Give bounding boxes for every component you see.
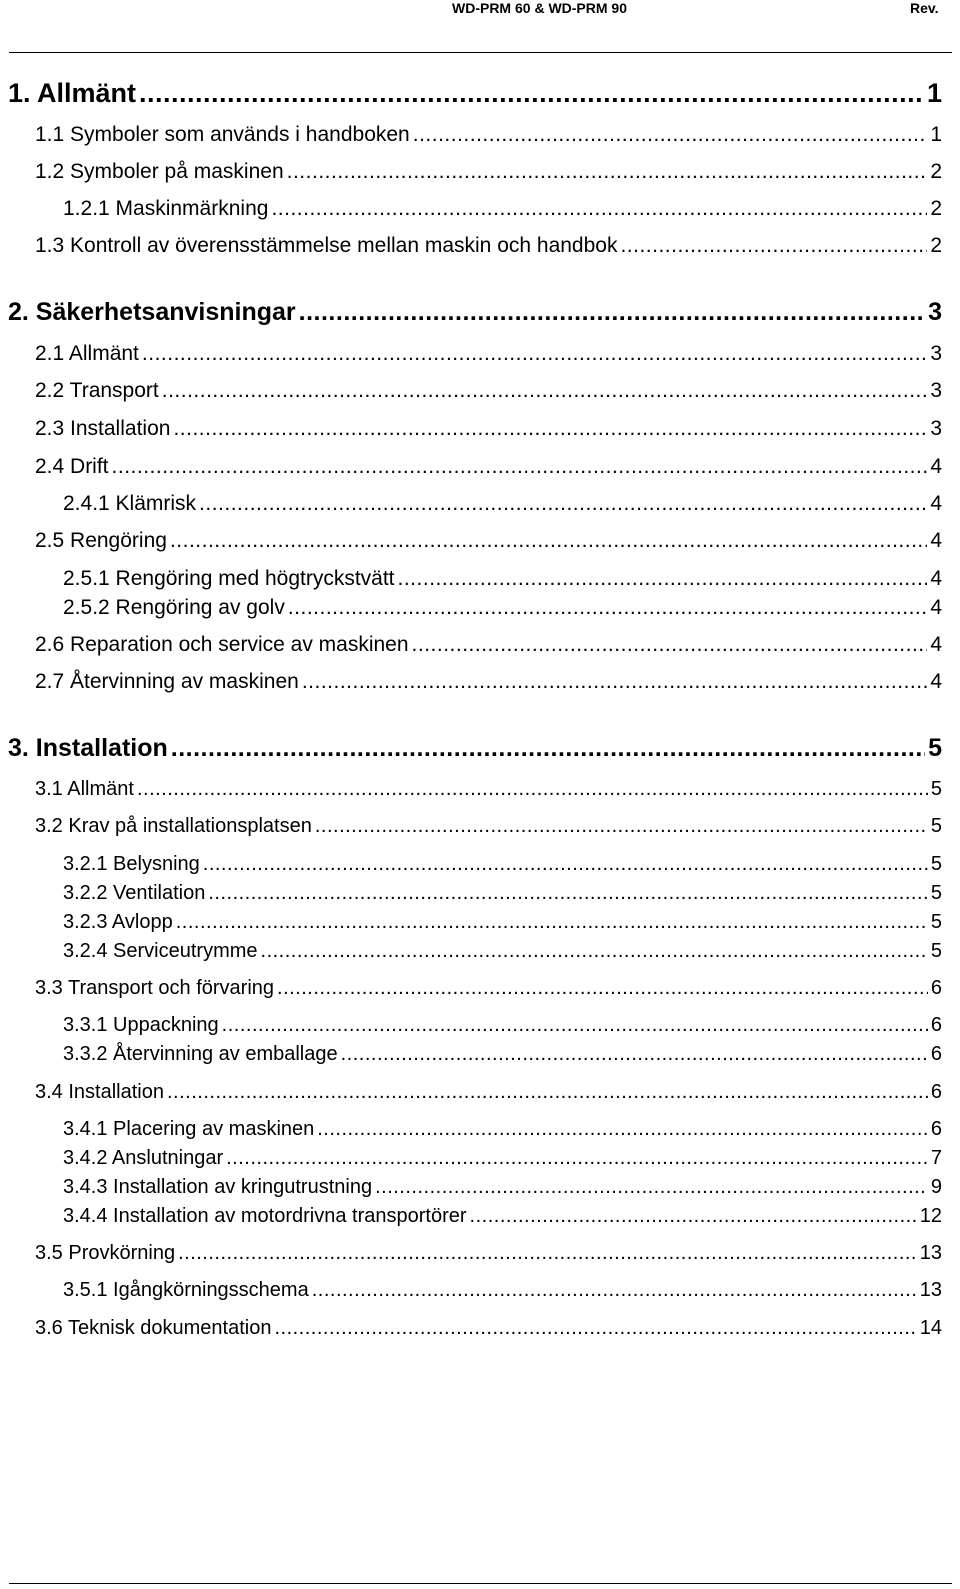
toc-entry-title: 3.3 Transport och förvaring [35,977,275,999]
toc-entry-title: 3.4 Installation [35,1081,164,1103]
toc-entry-title: 3.5 Provkörning [35,1242,176,1264]
toc-entry-title: 3.4.4 Installation av motordrivna transportörer [63,1205,467,1227]
toc-entry-page: 12 [919,1205,942,1227]
toc-entry-page: 9 [930,1176,942,1198]
toc-entry-3-2[interactable] [35,815,942,838]
toc-leader [271,197,927,221]
toc-entry-page: 5 [930,911,942,933]
toc-entry-page: 7 [930,1147,942,1169]
toc-entry-title: 3.4.1 Placering av maskinen [63,1118,315,1140]
toc-leader [299,298,925,327]
toc-entry-title: 1.2.1 Maskinmärkning [63,197,269,220]
toc-entry-page: 5 [930,940,942,962]
toc-leader [137,778,928,801]
toc-entry-title: 3.3.2 Återvinning av emballage [63,1043,338,1065]
toc-leader [226,1147,928,1170]
toc-leader [317,1118,928,1141]
toc-entry-page: 4 [930,596,942,619]
toc-entry-page: 3 [928,298,942,326]
toc-entry-3-2-2[interactable] [63,882,942,905]
toc-leader [139,78,924,109]
toc-leader [315,815,928,838]
toc-entry-title: 1. Allmänt [8,78,137,108]
toc-entry-3-4-4[interactable] [63,1205,942,1228]
toc-leader [203,853,928,876]
toc-leader [620,234,927,258]
document-title: WD-PRM 60 & WD-PRM 90 [452,0,628,16]
toc-entry-3-6[interactable] [35,1317,942,1340]
toc-entry-page: 4 [930,567,942,590]
toc-entry-page: 14 [919,1317,942,1339]
toc-entry-3[interactable] [8,734,942,763]
toc-entry-2-2[interactable] [35,379,942,403]
toc-entry-page: 4 [930,455,942,478]
toc-entry-page: 5 [930,882,942,904]
toc-entry-3-3-2[interactable] [63,1043,942,1066]
toc-entry-title: 2.5 Rengöring [35,529,167,552]
toc-entry-title: 2.7 Återvinning av maskinen [35,670,299,693]
toc-entry-1[interactable] [8,78,942,109]
toc-entry-3-2-4[interactable] [63,940,942,963]
toc-entry-title: 3.2.4 Serviceutrymme [63,940,258,962]
toc-entry-3-4-1[interactable] [63,1118,942,1141]
toc-entry-2-1[interactable] [35,342,942,366]
toc-entry-page: 1 [930,123,942,146]
toc-entry-title: 3.2.2 Ventilation [63,882,206,904]
toc-entry-2-6[interactable] [35,633,942,657]
toc-entry-page: 1 [926,78,942,108]
toc-entry-page: 6 [930,1081,942,1103]
toc-entry-title: 2.2 Transport [35,379,159,402]
toc-entry-title: 3. Installation [8,734,168,762]
toc-entry-2-3[interactable] [35,417,942,441]
toc-entry-2-5-1[interactable] [63,567,942,591]
toc-entry-title: 1.1 Symboler som används i handboken [35,123,410,146]
toc-entry-page: 4 [930,529,942,552]
toc-entry-page: 3 [930,342,942,365]
toc-leader [170,529,927,553]
toc-entry-title: 2.4 Drift [35,455,109,478]
toc-entry-title: 3.1 Allmänt [35,778,134,800]
toc-entry-title: 3.3.1 Uppackning [63,1014,219,1036]
toc-leader [341,1043,928,1066]
toc-leader [173,417,927,441]
toc-leader [470,1205,917,1228]
toc-entry-3-5[interactable] [35,1242,942,1265]
toc-leader [274,1317,916,1340]
toc-leader [398,567,928,591]
toc-entry-title: 3.4.2 Anslutningar [63,1147,224,1169]
toc-entry-1-2-1[interactable] [63,197,942,221]
toc-entry-page: 6 [930,1014,942,1036]
toc-entry-page: 6 [930,1118,942,1140]
toc-entry-page: 2 [930,160,942,183]
toc-entry-1-3[interactable] [35,234,942,258]
toc-entry-2-4[interactable] [35,455,942,479]
toc-leader [112,455,928,479]
toc-leader [162,379,928,403]
toc-leader [288,596,928,620]
toc-entry-page: 3 [930,379,942,402]
toc-leader [142,342,927,366]
toc-entry-title: 2.1 Allmänt [35,342,139,365]
toc-entry-title: 2.4.1 Klämrisk [63,492,197,515]
toc-entry-page: 5 [930,853,942,875]
toc-entry-page: 2 [930,234,942,257]
footer-divider [9,1583,952,1584]
toc-entry-3-4-3[interactable] [63,1176,942,1199]
toc-entry-title: 3.6 Teknisk dokumentation [35,1317,272,1339]
toc-entry-title: 3.5.1 Igångkörningsschema [63,1279,309,1301]
toc-entry-2-4-1[interactable] [63,492,942,516]
toc-leader [171,734,925,763]
toc-leader [375,1176,928,1199]
toc-entry-title: 1.3 Kontroll av överensstämmelse mellan maskin och handbok [35,234,618,257]
toc-entry-page: 5 [930,815,942,837]
toc-entry-title: 2.3 Installation [35,417,171,440]
toc-entry-1-1[interactable] [35,123,942,147]
toc-entry-page: 6 [930,1043,942,1065]
toc-entry-2[interactable] [8,298,942,327]
toc-entry-title: 3.2 Krav på installationsplatsen [35,815,312,837]
toc-entry-page: 4 [930,633,942,656]
toc-leader [287,160,928,184]
toc-leader [208,882,928,905]
toc-entry-title: 2.5.1 Rengöring med högtryckstvätt [63,567,395,590]
toc-entry-2-7[interactable] [35,670,942,694]
toc-entry-3-3[interactable] [35,977,942,1000]
toc-entry-3-4-2[interactable] [63,1147,942,1170]
toc-entry-title: 2.6 Reparation och service av maskinen [35,633,409,656]
toc-entry-title: 2.5.2 Rengöring av golv [63,596,285,619]
toc-entry-1-2[interactable] [35,160,942,184]
toc-entry-title: 1.2 Symboler på maskinen [35,160,284,183]
toc-leader [261,940,928,963]
toc-entry-page: 4 [930,492,942,515]
toc-entry-2-5[interactable] [35,529,942,553]
toc-leader [178,1242,917,1265]
toc-entry-page: 3 [930,417,942,440]
toc-leader [222,1014,928,1037]
toc-entry-title: 2. Säkerhetsanvisningar [8,298,296,326]
toc-leader [312,1279,917,1302]
toc-entry-3-5-1[interactable] [63,1279,942,1302]
toc-entry-page: 13 [919,1279,942,1301]
toc-entry-3-2-1[interactable] [63,853,942,876]
toc-entry-2-5-2[interactable] [63,596,942,620]
toc-entry-title: 3.2.3 Avlopp [63,911,173,933]
revision-label: Rev. [910,0,939,16]
toc-entry-page: 5 [930,778,942,800]
toc-entry-3-2-3[interactable] [63,911,942,934]
toc-leader [176,911,928,934]
toc-entry-page: 4 [930,670,942,693]
toc-entry-3-1[interactable] [35,778,942,801]
toc-leader [302,670,928,694]
toc-entry-page: 6 [930,977,942,999]
toc-entry-page: 5 [928,734,942,762]
toc-entry-3-3-1[interactable] [63,1014,942,1037]
toc-leader [277,977,928,1000]
toc-leader [199,492,927,516]
toc-entry-page: 13 [919,1242,942,1264]
toc-entry-title: 3.2.1 Belysning [63,853,200,875]
toc-leader [167,1081,928,1104]
toc-entry-title: 3.4.3 Installation av kringutrustning [63,1176,373,1198]
toc-entry-3-4[interactable] [35,1081,942,1104]
toc-leader [412,633,928,657]
toc-entry-page: 2 [930,197,942,220]
toc-leader [413,123,928,147]
